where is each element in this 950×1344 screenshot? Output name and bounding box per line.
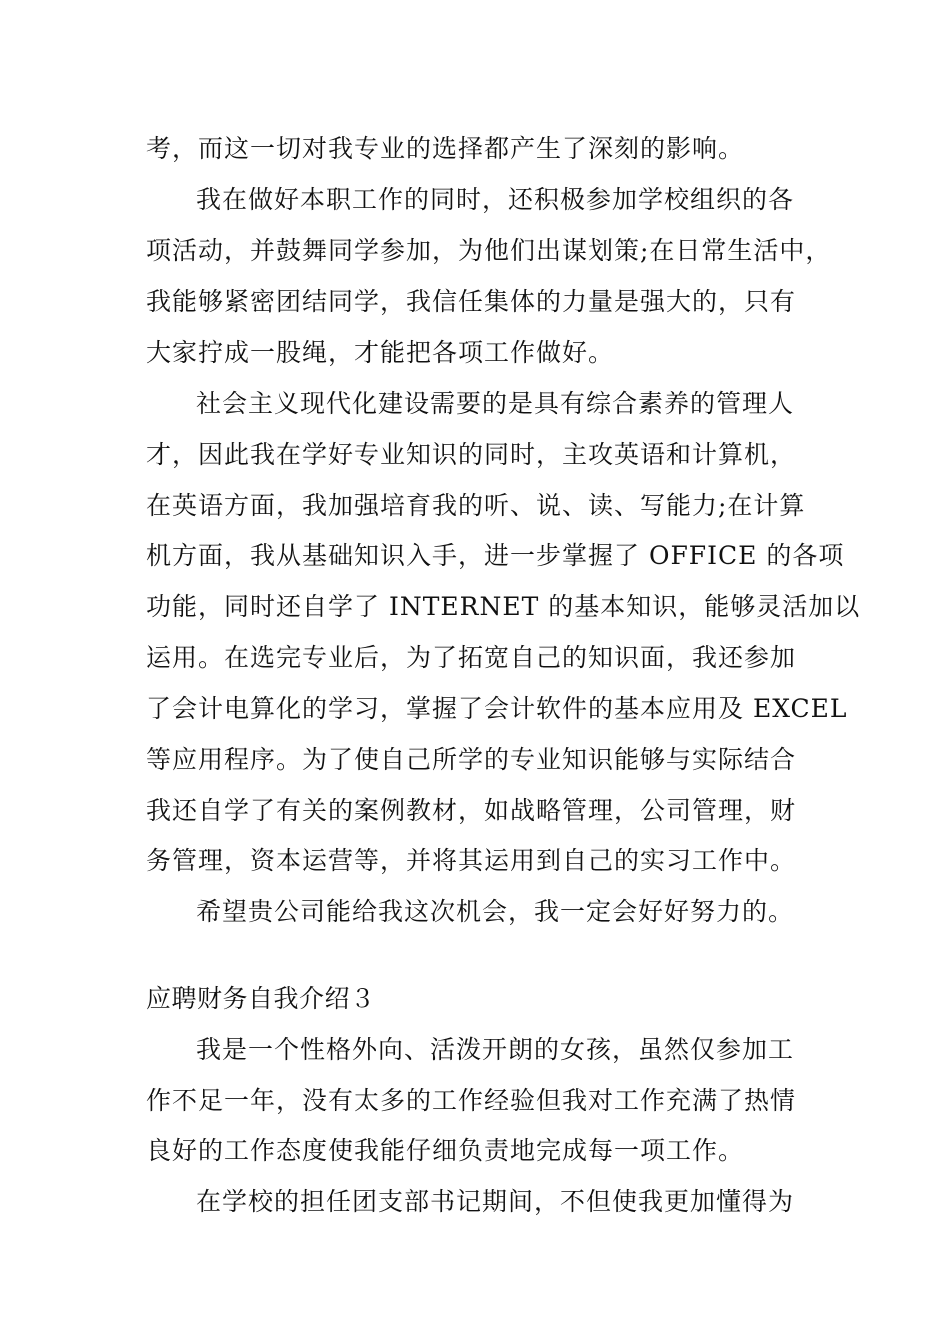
paragraph-first-line: 我是一个性格外向、活泼开朗的女孩，虽然仅参加工 bbox=[196, 1035, 795, 1064]
text-line: 考，而这一切对我专业的选择都产生了深刻的影响。 bbox=[146, 134, 745, 163]
paragraph-first-line: 我在做好本职工作的同时，还积极参加学校组织的各 bbox=[196, 185, 795, 214]
text-line: 在英语方面，我加强培育我的听、说、读、写能力;在计算 bbox=[146, 491, 806, 520]
text-line: 机方面，我从基础知识入手，进一步掌握了 OFFICE 的各项 bbox=[146, 541, 845, 570]
text-line: 良好的工作态度使我能仔细负责地完成每一项工作。 bbox=[146, 1136, 745, 1165]
text-line: 了会计电算化的学习，掌握了会计软件的基本应用及 EXCEL bbox=[146, 694, 848, 723]
paragraph-first-line: 社会主义现代化建设需要的是具有综合素养的管理人 bbox=[196, 389, 795, 418]
text-line: 项活动，并鼓舞同学参加，为他们出谋划策;在日常生活中， bbox=[146, 236, 832, 265]
text-line: 作不足一年，没有太多的工作经验但我对工作充满了热情 bbox=[146, 1086, 797, 1115]
text-line: 我能够紧密团结同学，我信任集体的力量是强大的，只有 bbox=[146, 287, 797, 316]
text-line: 功能，同时还自学了 INTERNET 的基本知识，能够灵活加以 bbox=[146, 592, 861, 621]
text-line: 大家拧成一股绳，才能把各项工作做好。 bbox=[146, 338, 615, 367]
text-line: 我还自学了有关的案例教材，如战略管理，公司管理，财 bbox=[146, 796, 797, 825]
text-line: 才，因此我在学好专业知识的同时，主攻英语和计算机， bbox=[146, 440, 797, 469]
paragraph-first-line: 希望贵公司能给我这次机会，我一定会好好努力的。 bbox=[196, 897, 795, 926]
text-line: 运用。在选完专业后，为了拓宽自己的知识面，我还参加 bbox=[146, 643, 797, 672]
paragraph-first-line: 在学校的担任团支部书记期间，不但使我更加懂得为 bbox=[196, 1187, 795, 1216]
text-line: 等应用程序。为了使自己所学的专业知识能够与实际结合 bbox=[146, 745, 797, 774]
section-heading: 应聘财务自我介绍３ bbox=[146, 984, 376, 1013]
text-line: 务管理，资本运营等，并将其运用到自己的实习工作中。 bbox=[146, 846, 797, 875]
